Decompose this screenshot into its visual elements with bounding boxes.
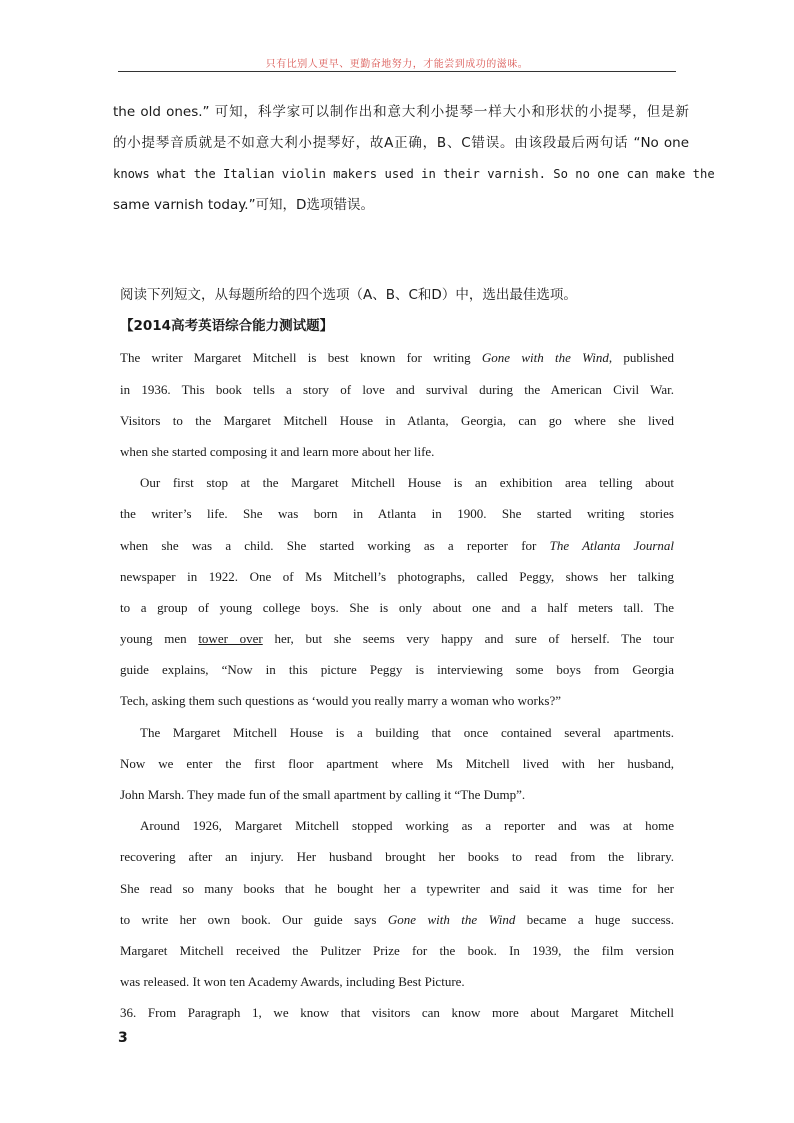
passage-line: Around 1926, Margaret Mitchell stopped working as a reporter and was at home bbox=[140, 818, 674, 834]
passage-line: She read so many books that he bought her a typewriter and said it was time for her bbox=[120, 880, 674, 896]
passage-line: Our first stop at the Margaret Mitchell House is an exhibition area telling about bbox=[140, 475, 674, 491]
passage-line: the writer’s life. She was born in Atlanta in 1900. She started writing stories bbox=[120, 506, 674, 522]
explanation-line: the old ones.” 可知，科学家可以制作出和意大利小提琴一样大小和形状的小提琴，但是新 bbox=[113, 104, 689, 120]
underlined-phrase: tower over bbox=[198, 631, 263, 647]
instruction-text: 阅读下列短文，从每题所给的四个选项（A、B、C和D）中，选出最佳选项。 bbox=[120, 287, 577, 303]
header-motto: 只有比别人更早、更勤奋地努力，才能尝到成功的滋味。 bbox=[265, 59, 529, 70]
passage-line: guide explains, “Now in this picture Peggy is interviewing some boys from Georgia bbox=[120, 662, 674, 678]
explanation-line: 的小提琴音质就是不如意大利小提琴好，故A正确，B、C错误。由该段最后两句话 “No one bbox=[113, 135, 689, 151]
explanation-line: same varnish today.”可知，D选项错误。 bbox=[113, 197, 374, 213]
passage-line: to write her own book. Our guide says Gone with the Wind became a huge success. bbox=[120, 911, 674, 927]
passage-line: when she started composing it and learn more about her life. bbox=[120, 443, 435, 459]
passage-line: Tech, asking them such questions as ‘would you really marry a woman who works?” bbox=[120, 693, 561, 709]
book-title: Gone with the Wind bbox=[387, 911, 516, 927]
passage-line: John Marsh. They made fun of the small apartment by calling it “The Dump”. bbox=[120, 787, 526, 802]
newspaper-title: The Atlanta Journal bbox=[549, 537, 674, 553]
passage-line: to a group of young college boys. She is only about one and a half meters tall. The bbox=[120, 599, 674, 615]
header-divider bbox=[118, 71, 676, 72]
passage-line: Margaret Mitchell received the Pulitzer Prize for the book. In 1939, the film version bbox=[120, 942, 674, 958]
explanation-line: knows what the Italian violin makers used in their varnish. So no one can make the bbox=[113, 167, 715, 181]
passage-line: young men tower over her, but she seems very happy and sure of herself. The tour bbox=[120, 631, 674, 647]
passage-line: was released. It won ten Academy Awards, including Best Picture. bbox=[120, 974, 465, 990]
passage-line: Visitors to the Margaret Mitchell House in Atlanta, Georgia, can go where she lived bbox=[120, 412, 674, 428]
book-title: Gone with the Wind bbox=[481, 350, 609, 366]
paragraph-3 bbox=[120, 717, 674, 811]
passage-line: The Margaret Mitchell House is a building that once contained several apartments. bbox=[140, 724, 674, 740]
paragraph-2 bbox=[120, 467, 674, 717]
passage-line: recovering after an injury. Her husband brought her books to read from the library. bbox=[120, 849, 674, 865]
source-title: 【2014高考英语综合能力测试题】 bbox=[120, 318, 334, 335]
paragraph-4 bbox=[120, 810, 674, 997]
reading-section bbox=[120, 280, 674, 1029]
passage-line: newspaper in 1922. One of Ms Mitchell’s photographs, called Peggy, shows her talking bbox=[120, 568, 674, 584]
question-36: 36. From Paragraph 1, we know that visitors can know more about Margaret Mitchell bbox=[120, 1005, 674, 1021]
passage-line: when she was a child. She started working as a reporter for The Atlanta Journal bbox=[120, 537, 674, 553]
paragraph-1 bbox=[120, 342, 674, 467]
passage-line: in 1936. This book tells a story of love and survival during the American Civil War. bbox=[120, 381, 674, 397]
passage-line: Now we enter the first floor apartment where Ms Mitchell lived with her husband, bbox=[120, 755, 674, 771]
answer-explanation bbox=[113, 97, 715, 221]
passage-line: The writer Margaret Mitchell is best known for writing Gone with the Wind, published bbox=[120, 350, 674, 366]
page-number: 3 bbox=[118, 1030, 128, 1046]
